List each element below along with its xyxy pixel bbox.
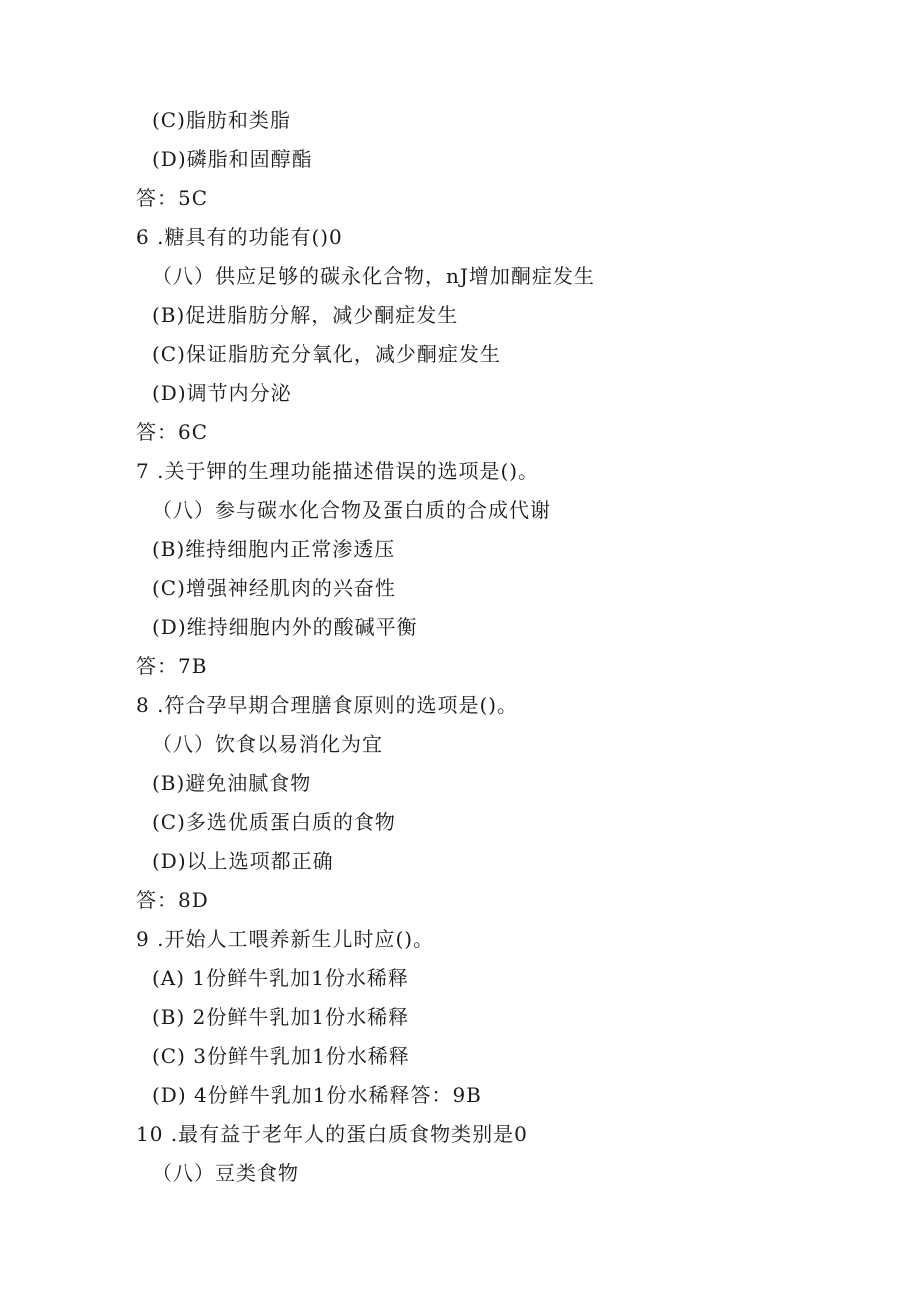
option-8a: （八）饮食以易消化为宜: [152, 732, 383, 756]
option-7b: (B)维持细胞内正常渗透压: [152, 537, 396, 561]
option-7c: (C)增强神经肌肉的兴奋性: [152, 576, 396, 600]
question-6: 6 .糖具有的功能有()0: [136, 225, 343, 249]
option-6a: （八）供应足够的碳永化合物，nJ增加酮症发生: [152, 264, 595, 288]
option-6d: (D)调节内分泌: [152, 381, 292, 405]
answer-7: 答：7B: [136, 654, 208, 678]
option-9c: (C) 3份鲜牛乳加1份水稀释: [152, 1044, 410, 1068]
option-8d: (D)以上选项都正确: [152, 849, 334, 873]
option-7a: （八）参与碳水化合物及蛋白质的合成代谢: [152, 498, 551, 522]
option-7d: (D)维持细胞内外的酸碱平衡: [152, 615, 418, 639]
option-6c: (C)保证脂肪充分氧化，减少酮症发生: [152, 342, 501, 366]
option-6b: (B)促进脂肪分解，减少酮症发生: [152, 303, 459, 327]
option-9a: (A) 1份鲜牛乳加1份水稀释: [152, 966, 409, 990]
option-10a: （八）豆类食物: [152, 1161, 299, 1185]
option-9b: (B) 2份鲜牛乳加1份水稀释: [152, 1005, 410, 1029]
option-5d: (D)磷脂和固醇酯: [152, 147, 313, 171]
option-9d: (D) 4份鲜牛乳加1份水稀释答：9B: [152, 1083, 482, 1107]
option-5c: (C)脂肪和类脂: [152, 108, 291, 132]
answer-6: 答：6C: [136, 420, 209, 444]
option-8b: (B)避免油腻食物: [152, 771, 312, 795]
question-7: 7 .关于钾的生理功能描述借误的选项是()。: [136, 459, 540, 483]
question-10: 10 .最有益于老年人的蛋白质食物类别是0: [136, 1122, 528, 1146]
question-8: 8 .符合孕早期合理膳食原则的选项是()。: [136, 693, 519, 717]
question-9: 9 .开始人工喂养新生儿时应()。: [136, 927, 435, 951]
answer-8: 答：8D: [136, 888, 209, 912]
answer-5: 答：5C: [136, 186, 209, 210]
option-8c: (C)多选优质蛋白质的食物: [152, 810, 396, 834]
